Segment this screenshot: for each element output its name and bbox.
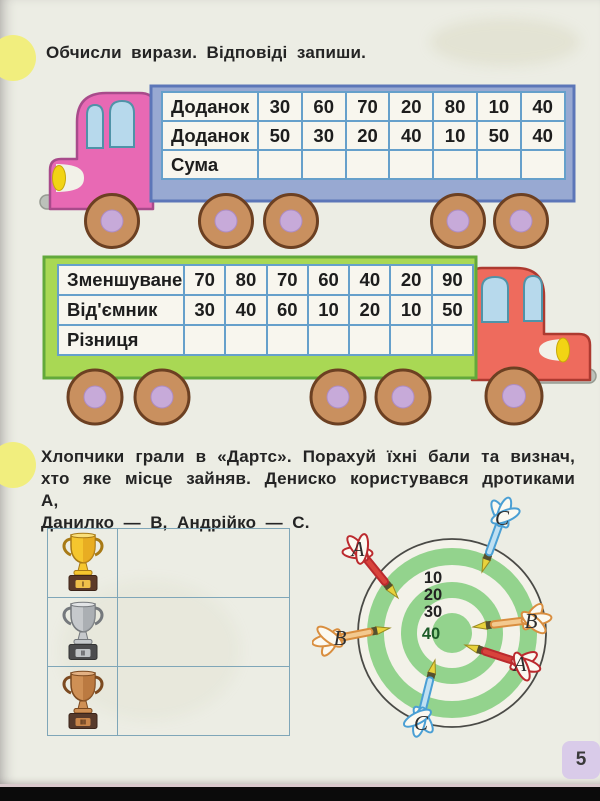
winner-answer-cell[interactable] [118, 667, 290, 736]
dart-label: A [351, 537, 365, 561]
value-cell: 10 [433, 121, 477, 150]
place-numeral: II [80, 650, 85, 657]
value-cell: 70 [346, 92, 390, 121]
answer-cell[interactable] [308, 325, 349, 355]
value-cell: 50 [477, 121, 521, 150]
row-label: Різниця [58, 325, 184, 355]
place-numeral: III [79, 719, 86, 726]
answer-cell[interactable] [389, 150, 433, 179]
value-cell: 40 [349, 265, 390, 295]
place-cell [48, 667, 118, 736]
value-cell: 30 [258, 92, 302, 121]
row-label: Доданок [162, 92, 258, 121]
winner-answer-cell[interactable] [118, 598, 290, 667]
place-cell [48, 529, 118, 598]
answer-cell[interactable] [225, 325, 266, 355]
answer-cell[interactable] [432, 325, 473, 355]
task2-line3: Данилко — В, Андрійко — С. [41, 513, 310, 532]
answer-cell[interactable] [346, 150, 390, 179]
headlight-icon [557, 338, 570, 362]
addition-table [161, 91, 566, 180]
value-cell: 20 [390, 265, 431, 295]
subtraction-table [57, 264, 474, 356]
row-label: Сума [162, 150, 258, 179]
dart-label: B [524, 609, 538, 633]
value-cell: 40 [521, 92, 565, 121]
value-cell: 20 [349, 295, 390, 325]
ring-label-40: 40 [421, 625, 441, 643]
value-cell: 40 [225, 295, 266, 325]
row-label: Доданок [162, 121, 258, 150]
cab-window-icon [524, 276, 542, 321]
answer-cell[interactable] [521, 150, 565, 179]
answer-cell[interactable] [390, 325, 431, 355]
answer-cell[interactable] [184, 325, 225, 355]
value-cell: 70 [267, 265, 308, 295]
trophy-bronze-icon [59, 668, 107, 730]
value-cell: 40 [389, 121, 433, 150]
task-bullet-icon [0, 442, 36, 488]
dart-label: C [413, 711, 429, 735]
row-label: Зменшуване [58, 265, 184, 295]
value-cell: 40 [521, 121, 565, 150]
dart-label: C [494, 506, 510, 530]
page-number: 5 [575, 749, 587, 770]
answer-cell[interactable] [267, 325, 308, 355]
value-cell: 50 [258, 121, 302, 150]
truck-cab [472, 268, 590, 380]
value-cell: 80 [225, 265, 266, 295]
value-cell: 10 [477, 92, 521, 121]
ring-label-10: 10 [423, 569, 443, 587]
winner-answer-cell[interactable] [118, 529, 290, 598]
value-cell: 70 [184, 265, 225, 295]
dartboard-rings [358, 539, 546, 727]
headlight-icon [53, 166, 66, 191]
answer-cell[interactable] [433, 150, 477, 179]
dart-label: B [333, 626, 347, 650]
value-cell: 60 [308, 265, 349, 295]
dartboard-illustration [312, 492, 600, 764]
page-number-tab [562, 741, 600, 779]
answer-cell[interactable] [477, 150, 521, 179]
value-cell: 90 [432, 265, 473, 295]
value-cell: 30 [302, 121, 346, 150]
value-cell: 30 [184, 295, 225, 325]
value-cell: 20 [346, 121, 390, 150]
value-cell: 80 [433, 92, 477, 121]
ring-label-30: 30 [423, 603, 443, 621]
trophy-silver-icon [59, 599, 107, 661]
value-cell: 20 [389, 92, 433, 121]
cab-window-icon [110, 101, 134, 147]
results-table [47, 528, 290, 736]
value-cell: 50 [432, 295, 473, 325]
answer-cell[interactable] [258, 150, 302, 179]
cab-window-icon [482, 277, 508, 322]
answer-cell[interactable] [349, 325, 390, 355]
value-cell: 60 [267, 295, 308, 325]
task1-instruction: Обчисли вирази. Відповіді запиши. [46, 43, 367, 62]
trophy-gold-icon [59, 530, 107, 592]
value-cell: 60 [302, 92, 346, 121]
place-numeral: I [81, 581, 84, 588]
value-cell: 10 [308, 295, 349, 325]
task2-line2: хто яке місце зайняв. Дениско користувався дротиками А, [41, 469, 575, 510]
task-bullet-icon [0, 35, 36, 81]
answer-cell[interactable] [302, 150, 346, 179]
truck-cab [50, 93, 153, 209]
place-cell [48, 598, 118, 667]
row-label: Від'ємник [58, 295, 184, 325]
cab-window-icon [87, 105, 103, 148]
dart-label: A [513, 652, 527, 676]
ring-label-20: 20 [423, 586, 443, 604]
task2-line1: Хлопчики грали в «Дартс». Порахуй їхні бали та визнач, [41, 447, 575, 466]
value-cell: 10 [390, 295, 431, 325]
